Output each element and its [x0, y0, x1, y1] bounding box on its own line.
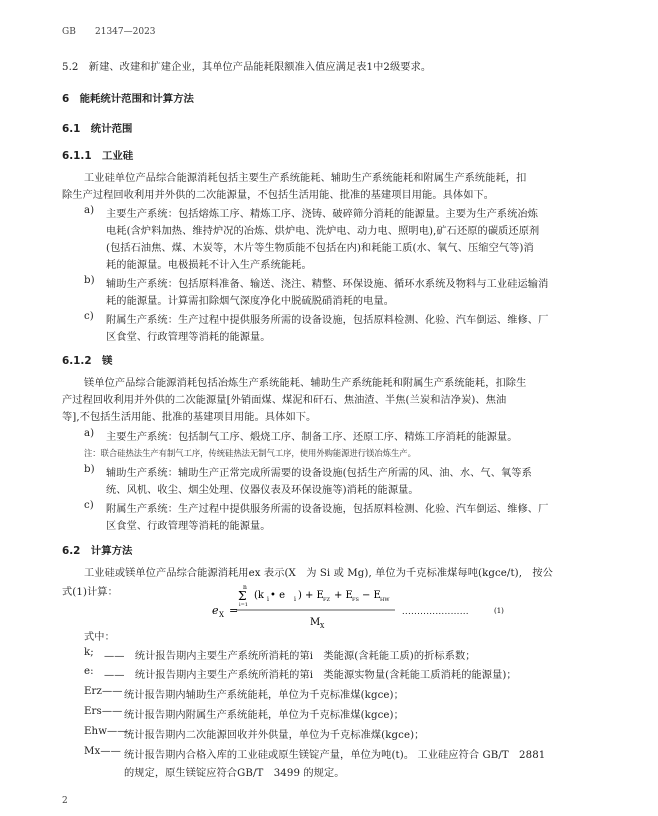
def-text-efs: 统计报告期内附属生产系统能耗，单位为千克标准煤(kgce)；	[124, 710, 404, 721]
heading-6-1-1: 6.1.1 工业硅	[62, 150, 134, 162]
mg-note: 注：联合硅热法生产有制气工序，传统硅热法无制气工序，使用外购能源进行镁冶炼生产。	[84, 448, 416, 458]
formula-lhs-sub: X	[219, 611, 224, 619]
mg-item-c-line-2: 区食堂、行政管理等消耗的能源量。	[106, 521, 271, 532]
formula-plus-efs: + E	[334, 590, 353, 601]
formula-term-dot: • e	[270, 590, 285, 601]
formula-sum-top: n	[243, 584, 247, 591]
mg-intro-line-2: 产过程回收利用并外供的二次能源量[外销面煤、煤泥和矸石、焦油渣、半焦(兰炭和洁净炭)、焦油	[62, 395, 507, 406]
def-text-mx-line-2: 的规定，原生镁锭应符合GB/T 3499 的规定。	[124, 768, 345, 779]
heading-6: 6 能耗统计范围和计算方法	[62, 93, 194, 105]
def-text-ehw: 统计报告期内二次能源回收并外供量，单位为千克标准煤(kgce)；	[124, 730, 425, 741]
formula-denominator-sub: X	[320, 623, 325, 630]
formula-number: (1)	[494, 607, 504, 615]
calc-intro-line-2: 式(1)计算：	[62, 587, 118, 598]
formula-minus-ehw: − E	[362, 590, 381, 601]
formula-sigma: Σ	[238, 589, 247, 603]
mg-intro-line-1: 镁单位产品综合能源消耗包括冶炼生产系统能耗、辅助生产系统能耗和附属生产系统能耗，扣除生	[84, 378, 527, 389]
formula-denominator: M	[310, 617, 321, 628]
def-symbol-mx: Mx——	[84, 746, 121, 757]
heading-6-1-2: 6.1.2 镁	[62, 355, 113, 367]
formula-sub-fs: FS	[352, 597, 359, 603]
formula-term-sub-i2: i	[294, 596, 296, 603]
si-item-a-label: a)	[84, 205, 95, 216]
def-symbol-ehw: Ehw——	[84, 726, 128, 737]
heading-6-2: 6.2 计算方法	[62, 545, 133, 557]
header-number: 21347—2023	[95, 27, 156, 37]
formula-sub-fz: FZ	[323, 597, 330, 603]
formula-term-close: )	[298, 590, 302, 601]
def-symbol-e: e:	[84, 666, 94, 677]
def-text-efz: 统计报告期内辅助生产系统能耗，单位为千克标准煤(kgce)；	[124, 690, 404, 701]
def-symbol-efs: Ers——	[84, 706, 123, 717]
formula-lhs: e	[212, 604, 219, 617]
formula-term-open: (k	[254, 590, 264, 601]
formula-sub-hw: HW	[380, 597, 390, 603]
mg-item-a-line-1: 主要生产系统：包括制气工序、煅烧工序、制备工序、还原工序、精炼工序消耗的能源量。	[106, 432, 518, 443]
def-text-k: —— 统计报告期内主要生产系统所消耗的第i 类能源(含耗能工质)的折标系数；	[104, 651, 476, 662]
mg-item-b-line-2: 统、风机、收尘、烟尘处理、仪器仪表及环保设施等)消耗的能源量。	[106, 485, 419, 496]
mg-intro-line-3: 等],不包括生活用能、批准的基建项目用能。具体如下。	[62, 412, 317, 423]
si-item-c-label: c)	[84, 311, 94, 322]
si-item-a-line-1: 主要生产系统：包括熔炼工序、精炼工序、浇铸、破碎筛分消耗的能源量。主要为生产系统冶炼	[106, 209, 539, 220]
def-text-mx: 统计报告期内合格入库的工业硅或原生镁锭产量，单位为吨(t)。 工业硅应符合 GB/T 2881	[124, 750, 546, 761]
header-code: GB	[62, 27, 76, 37]
si-item-a-line-4: 耗的能源量。电极损耗不计入生产系统能耗。	[106, 260, 312, 271]
si-intro-line-2: 除生产过程回收利用并外供的二次能源量，不包括生活用能、批准的基建项目用能。具体如下。	[62, 190, 495, 201]
mg-item-b-label: b)	[84, 464, 95, 475]
formula-equals: =	[229, 604, 239, 617]
formula-plus-efz: + E	[305, 590, 324, 601]
formula-sum-bottom: i=1	[239, 602, 248, 608]
formula-term-sub-i: i	[267, 596, 269, 603]
mg-item-c-line-1: 附属生产系统：生产过程中提供服务所需的设备设施，包括原料检测、化验、汽车倒运、维修、厂	[106, 504, 549, 515]
si-item-b-line-2: 耗的能源量。计算需扣除烟气深度净化中脱硫脱硝消耗的电量。	[106, 296, 395, 307]
def-symbol-efz: Erz——	[84, 686, 123, 697]
mg-item-b-line-1: 辅助生产系统：辅助生产正常完成所需要的设备设施(包括生产所需的风、油、水、气、氧等系	[106, 468, 532, 479]
def-symbol-k: k;	[84, 647, 94, 658]
calc-intro-line-1: 工业硅或镁单位产品综合能源消耗用ex 表示(X 为 Si 或 Mg), 单位为千克标准煤每吨(kgce/t), 按公	[84, 568, 553, 579]
si-item-c-line-2: 区食堂、行政管理等消耗的能源量。	[106, 332, 271, 343]
clause-5-2: 5.2 新建、改建和扩建企业，其单位产品能耗限额准入值应满足表1中2级要求。	[62, 62, 432, 73]
page-number: 2	[62, 796, 68, 806]
si-intro-line-1: 工业硅单位产品综合能源消耗包括主要生产系统能耗、辅助生产系统能耗和附属生产系统能耗，扣	[84, 173, 527, 184]
mg-item-a-label: a)	[84, 428, 95, 439]
heading-6-1: 6.1 统计范围	[62, 123, 133, 135]
si-item-b-line-1: 辅助生产系统：包括原料准备、输送、浇注、精整、环保设施、循环水系统及物料与工业硅运输消	[106, 279, 549, 290]
si-item-a-line-2: 电耗(含炉料加热、维持炉况的冶炼、烘炉电、洗炉电、动力电、照明电),矿石还原的碳质还原剂	[106, 226, 540, 237]
where-label: 式中：	[84, 632, 115, 643]
mg-item-c-label: c)	[84, 500, 94, 511]
formula-1	[210, 583, 510, 633]
def-text-e: —— 统计报告期内主要生产系统所消耗的第i 类能源实物量(含耗能工质消耗的能源量)；	[104, 670, 517, 681]
si-item-b-label: b)	[84, 275, 95, 286]
formula-leader-dots: ......................	[402, 607, 469, 616]
si-item-c-line-1: 附属生产系统：生产过程中提供服务所需的设备设施，包括原料检测、化验、汽车倒运、维修、厂	[106, 315, 549, 326]
si-item-a-line-3: (包括石油焦、煤、木炭等，木片等生物质能不包括在内)和耗能工质(水、氧气、压缩空气等)消	[106, 243, 534, 254]
